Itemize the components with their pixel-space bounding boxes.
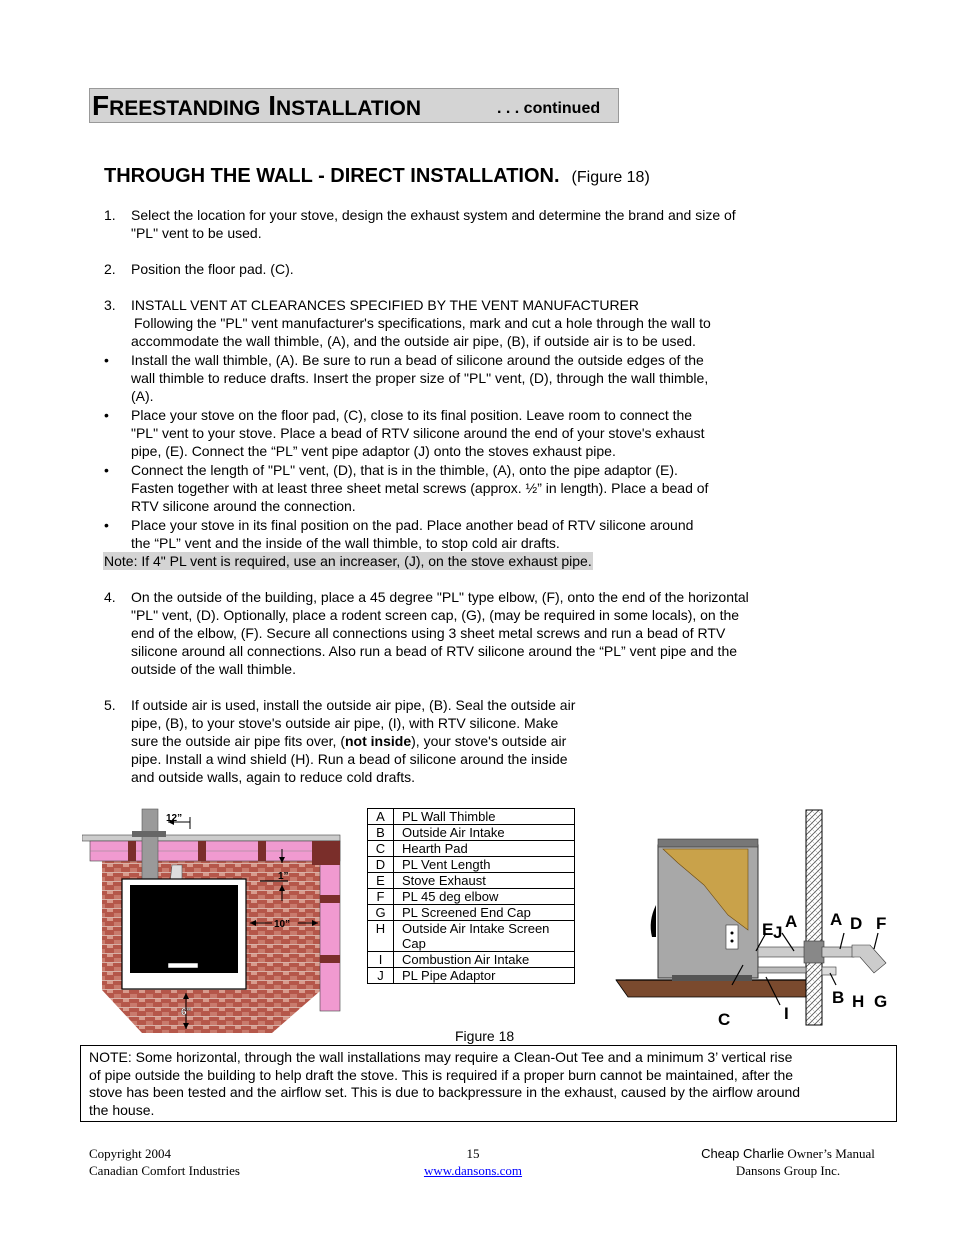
stud	[128, 841, 136, 861]
footer-right	[690, 1145, 886, 1179]
wall-insulation-side	[320, 841, 340, 1011]
bullet-2-line-3: pipe, (E). Connect the “PL” vent pipe adaptor (J) onto the stoves exhaust pipe.	[131, 443, 616, 459]
subheading-figure-ref: (Figure 18)	[571, 169, 650, 186]
stove-handle	[168, 963, 198, 968]
vent-pipe-inside	[758, 947, 806, 957]
step-4-line-3: end of the elbow, (F). Secure all connections using 3 sheet metal screws and run a bead of RTV	[131, 625, 726, 641]
stove-base	[672, 975, 752, 981]
side-view-diagram	[608, 805, 898, 1030]
section-title	[92, 90, 421, 125]
bullet-marker: •	[104, 462, 109, 478]
elbow-45	[852, 945, 886, 973]
title-continued: . . . continued	[497, 100, 601, 117]
step-5-not-inside: not inside	[345, 733, 412, 749]
step-3-line-2: accommodate the wall thimble, (A), and the outside air pipe, (B), if outside air is to be used.	[131, 333, 696, 349]
legend-label: PL Screened End Cap	[394, 905, 575, 921]
clean-out-note-box	[80, 1045, 897, 1122]
bullet-1-line-1: Install the wall thimble, (A). Be sure to run a bead of silicone around the outside edges of the	[131, 352, 704, 368]
stud	[312, 841, 340, 865]
table-row	[368, 873, 575, 889]
vent-pipe	[142, 809, 158, 881]
bullet-marker: •	[104, 352, 109, 368]
step-2-text: Position the floor pad. (C).	[131, 261, 294, 277]
label-d: D	[850, 914, 863, 933]
bullet-3-line-2: Fasten together with at least three sheet metal screws (approx. ½” in length). Place a bead of	[131, 480, 709, 496]
label-h: H	[852, 992, 865, 1011]
step-5-line-3-a: sure the outside air pipe fits over, (	[131, 733, 345, 749]
page-number: 15	[466, 1146, 480, 1161]
legend-label-line-1: Outside Air Intake Screen	[402, 921, 550, 936]
step-1-line-2: "PL" vent to be used.	[131, 225, 262, 241]
note-line: stove has been tested and the airflow set. This is due to backpressure in the exhaust, caused by the airflow around	[89, 1084, 801, 1100]
label-i: I	[784, 1004, 789, 1023]
step-3-heading: INSTALL VENT AT CLEARANCES SPECIFIED BY THE VENT MANUFACTURER	[131, 297, 640, 313]
table-row	[368, 889, 575, 905]
note-line: NOTE: Some horizontal, through the wall installations may require a Clean-Out Tee and a minimum 3’ vertical rise	[89, 1049, 793, 1065]
title-cap-1: F	[92, 90, 110, 121]
label-a-1: A	[785, 912, 798, 931]
legend-label	[394, 921, 575, 952]
step-5-line-2: pipe, (B), to your stove's outside air pipe, (I), with RTV silicone. Make	[131, 715, 559, 731]
title-rest-1: REESTANDING	[109, 97, 261, 120]
step-5-number: 5.	[104, 697, 116, 713]
footer-manual-title	[690, 1145, 886, 1162]
stud	[320, 955, 340, 963]
stove-handle	[651, 905, 656, 937]
vent-collar	[132, 831, 166, 837]
table-row	[368, 841, 575, 857]
legend-key: A	[368, 809, 394, 825]
legend-label: PL Vent Length	[394, 857, 575, 873]
table-row	[368, 968, 575, 984]
stove-top	[658, 839, 758, 847]
legend-key: I	[368, 952, 394, 968]
step-1-number: 1.	[104, 207, 116, 223]
bullet-3-line-1: Connect the length of "PL" vent, (D), that is in the thimble, (A), onto the pipe adaptor (E).	[131, 462, 678, 478]
legend-key: C	[368, 841, 394, 857]
parts-legend-table	[367, 808, 575, 984]
table-row	[368, 825, 575, 841]
step-4-number: 4.	[104, 589, 116, 605]
step-4-line-5: outside of the wall thimble.	[131, 661, 296, 677]
step-4-line-4: silicone around all connections. Also run a bead of RTV silicone around the “PL” vent pipe and the	[131, 643, 738, 659]
floor	[616, 980, 808, 997]
legend-key: F	[368, 889, 394, 905]
step-1-line-1: Select the location for your stove, design the exhaust system and determine the brand and size of	[131, 207, 736, 223]
figure-caption: Figure 18	[455, 1028, 515, 1044]
table-row	[368, 857, 575, 873]
legend-key: D	[368, 857, 394, 873]
legend-label: Hearth Pad	[394, 841, 575, 857]
intake-screen-cap	[822, 967, 836, 975]
label-g: G	[874, 992, 888, 1011]
step-5-line-3	[131, 732, 566, 750]
table-row	[368, 921, 575, 952]
footer-group: Dansons Group Inc.	[735, 1163, 841, 1178]
footer-company: Canadian Comfort Industries	[89, 1163, 240, 1178]
legend-key: H	[368, 921, 394, 952]
legend-label: Outside Air Intake	[394, 825, 575, 841]
bullet-1-line-3: (A).	[131, 388, 154, 404]
bullet-marker: •	[104, 517, 109, 533]
wall-thimble	[804, 941, 824, 963]
subheading-title: THROUGH THE WALL - DIRECT INSTALLATION.	[104, 165, 560, 187]
step-5-line-5: and outside walls, again to reduce cold drafts.	[131, 769, 416, 785]
table-row	[368, 809, 575, 825]
bullet-1-line-2: wall thimble to reduce drafts. Insert the proper size of "PL" vent, (D), through the wall thimble,	[131, 370, 709, 386]
stove-door	[130, 885, 238, 973]
dimension-12: 12”	[166, 813, 183, 824]
label-f: F	[876, 914, 887, 933]
legend-label: PL Wall Thimble	[394, 809, 575, 825]
legend-key: G	[368, 905, 394, 921]
label-e: E	[762, 920, 774, 939]
bullet-2-line-2: "PL" vent to your stove. Place a bead of RTV silicone around the end of your stove's exhaust	[131, 425, 705, 441]
dimension-6: 6"	[181, 1007, 192, 1018]
legend-key: J	[368, 968, 394, 984]
air-intake-pipe	[758, 967, 806, 973]
label-j: J	[773, 923, 783, 942]
legend-label: Combustion Air Intake	[394, 952, 575, 968]
stud	[258, 841, 266, 861]
stove-control-panel	[726, 925, 738, 949]
clearance-diagram	[82, 805, 350, 1037]
step-5-line-1: If outside air is used, install the outside air pipe, (B). Seal the outside air	[131, 697, 576, 713]
legend-key: B	[368, 825, 394, 841]
label-a-2: A	[830, 910, 843, 929]
bullet-2-line-1: Place your stove on the floor pad, (C), close to its final position. Leave room to connect the	[131, 407, 693, 423]
step-4-line-2: "PL" vent, (D). Optionally, place a rodent screen cap, (G), (may be required in some locals), on the	[131, 607, 740, 623]
footer-website-link[interactable]: www.dansons.com	[423, 1163, 523, 1178]
step-5-line-4: pipe. Install a wind shield (H). Run a bead of silicone around the inside	[131, 751, 568, 767]
label-c: C	[718, 1010, 731, 1029]
legend-label: Stove Exhaust	[394, 873, 575, 889]
dimension-1: 1”	[278, 871, 289, 882]
bullet-4-line-2: the “PL” vent and the inside of the wall thimble, to stop cold air drafts.	[131, 535, 560, 551]
legend-label: PL 45 deg elbow	[394, 889, 575, 905]
step-3-line-1: Following the "PL" vent manufacturer's specifications, mark and cut a hole through the wall to	[134, 315, 711, 331]
section-title-bar	[89, 88, 619, 123]
stud	[320, 895, 340, 903]
step-2-number: 2.	[104, 261, 116, 277]
note-line: the house.	[89, 1101, 155, 1118]
bullet-marker: •	[104, 407, 109, 423]
table-row	[368, 905, 575, 921]
footer-manual-suffix: Owner’s Manual	[784, 1146, 875, 1161]
wall	[806, 810, 822, 1025]
wall-top-cap	[82, 835, 340, 841]
footer-copyright: Copyright 2004	[89, 1146, 171, 1161]
step-3-number: 3.	[104, 297, 116, 313]
dimension-10: 10”	[274, 919, 291, 930]
vent-pipe-outside	[822, 947, 854, 957]
note-line: of pipe outside the building to help draft the stove. This is required if a proper burn cannot be maintained, after the	[89, 1066, 794, 1083]
label-b: B	[832, 988, 845, 1007]
legend-key: E	[368, 873, 394, 889]
step-4-line-1: On the outside of the building, place a 45 degree "PL" type elbow, (F), onto the end of the horizontal	[131, 589, 749, 605]
footer-product-name: Cheap Charlie	[701, 1146, 785, 1161]
increaser-note: Note: If 4" PL vent is required, use an increaser, (J), on the stove exhaust pipe.	[104, 553, 592, 569]
title-cap-2: I	[268, 90, 276, 121]
legend-label: PL Pipe Adaptor	[394, 968, 575, 984]
legend-label-line-2: Cap	[402, 936, 426, 951]
bullet-3-line-3: RTV silicone around the connection.	[131, 498, 356, 514]
footer-left	[89, 1145, 240, 1179]
title-rest-2: NSTALLATION	[275, 97, 421, 120]
footer-center	[414, 1145, 532, 1179]
stud	[198, 841, 206, 861]
bullet-4-line-1: Place your stove in its final position on the pad. Place another bead of RTV silicone around	[131, 517, 694, 533]
subheading	[104, 163, 650, 191]
table-row	[368, 952, 575, 968]
step-5-line-3-c: ), your stove's outside air	[411, 733, 567, 749]
